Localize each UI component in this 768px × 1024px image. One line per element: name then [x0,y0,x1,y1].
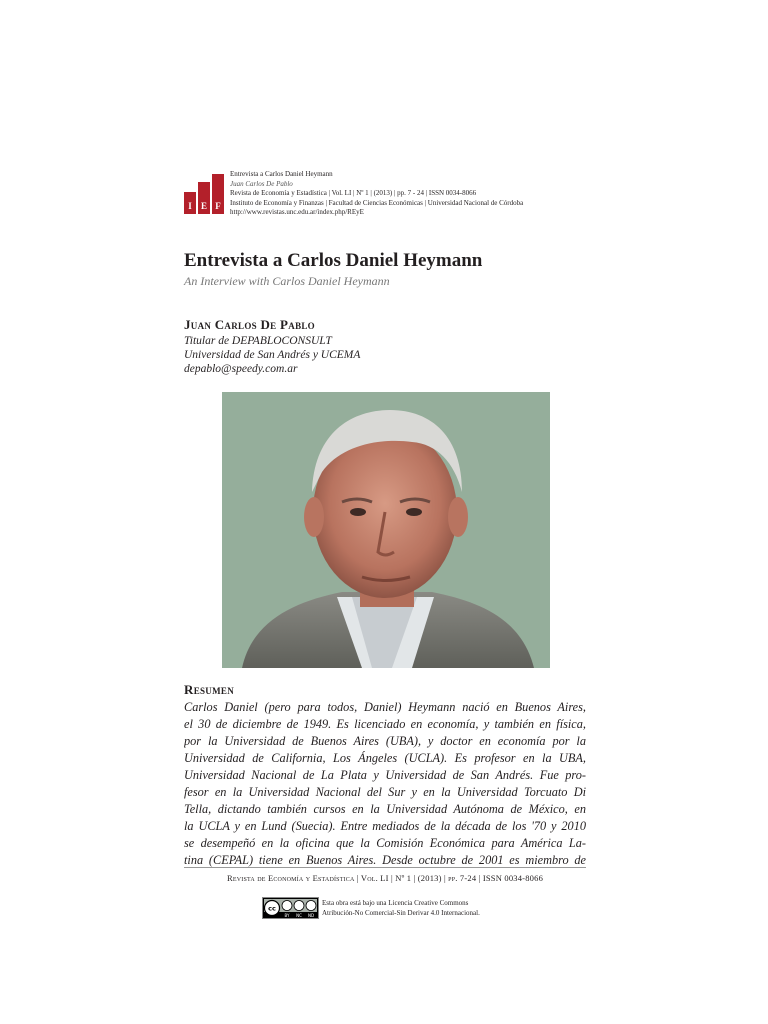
creative-commons-badge[interactable] [262,897,319,919]
license-line[interactable]: Atribución-No Comercial-Sin Derivar 4.0 Internacional. [322,909,480,917]
abstract-line: Tella, dictando también cursos en la Universidad Autónoma de México, en [184,802,586,816]
svg-text:NC: NC [296,913,302,918]
abstract-line: Universidad Nacional de La Plata y Universidad de San Andrés. Fue pro- [184,768,586,782]
ief-logo: I E F [184,174,226,214]
author-affiliations [184,334,360,376]
svg-text:BY: BY [284,913,290,918]
article-title: Entrevista a Carlos Daniel Heymann [184,250,483,271]
abstract-line: la UCLA y en Lund (Suecia). Entre mediados de la década de los '70 y 2010 [184,819,586,833]
abstract-line: tina (CEPAL) tiene en Buenos Aires. Desde octubre de 2001 es miembro de [184,853,586,867]
affiliation-line: Titular de DEPABLOCONSULT [184,335,332,347]
abstract-heading: Resumen [184,682,234,697]
author-email[interactable]: depablo@speedy.com.ar [184,363,298,375]
license-text [322,898,480,918]
affiliation-line: Universidad de San Andrés y UCEMA [184,349,361,361]
header-url-link[interactable]: http://www.revistas.unc.edu.ar/index.php/REyE [230,208,364,216]
abstract-line: Carlos Daniel (pero para todos, Daniel) Heymann nació en Buenos Aires, [184,700,586,714]
header-institute-line: Instituto de Economía y Finanzas | Facultad de Ciencias Económicas | Universidad Nacional de Córdoba [230,198,524,207]
license-line[interactable]: Esta obra está bajo una Licencia Creative Commons [322,899,469,907]
author-name: Juan Carlos De Pablo [184,317,315,332]
svg-text:ND: ND [307,913,315,918]
footer-citation: Revista de Economía y Estadística | Vol. LI | Nº 1 | (2013) | pp. 7-24 | ISSN 0034-8066 [226,873,544,883]
footer-divider [184,867,586,868]
portrait-photo [222,392,550,668]
abstract-line: Universidad de California, Los Ángeles (UCLA). Es profesor en la UBA, [184,751,586,765]
header-article-line: Entrevista a Carlos Daniel Heymann [230,170,333,178]
abstract-line: fesor en la Universidad Nacional del Sur y en la Universidad Torcuato Di [184,785,586,799]
header-journal-line: Revista de Economía y Estadística | Vol. LI | Nº 1 | (2013) | pp. 7 - 24 | ISSN 0034-8066 [230,189,477,197]
header-author-line: Juan Carlos De Pablo [230,179,293,188]
header-meta [230,170,523,218]
article-subtitle: An Interview with Carlos Daniel Heymann [184,274,390,288]
abstract-text [184,699,586,867]
abstract-line: el 30 de diciembre de 1949. Es licenciado en economía, y también en física, [184,717,586,731]
abstract-line: se desempeñó en la oficina que la Comisión Económica para América La- [184,836,586,850]
abstract-line: por la Universidad de Buenos Aires (UBA), y doctor en economía por la [184,734,586,748]
svg-text:cc: cc [268,904,276,913]
